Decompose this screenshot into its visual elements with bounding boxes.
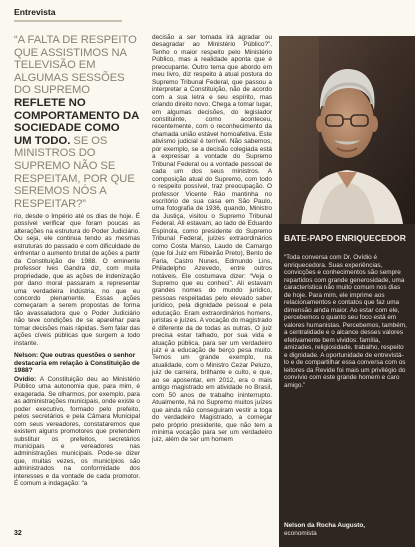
sidebar-box xyxy=(279,224,415,547)
section-tag: Entrevista xyxy=(14,7,56,17)
portrait-illustration xyxy=(279,36,415,224)
pull-quote-tail: SE OS MINISTROS DO SUPREMO NÃO SE RESPEITAM, POR QUE SEREMOS NÓS A RESPEITAR?” xyxy=(14,134,135,210)
page-number: 32 xyxy=(14,530,22,537)
left-paragraph: rio, desde o Império até os dias de hoje. É possível verificar que foram poucas as alterações na estrutura do Poder Judiciário. Ou seja, ele continua tendo as mesmas estruturas do passado e com dificuldade de enfrentar o aumento brutal de ações a partir da Constituição de 1988. O eminente professor Ives Gandra diz, com muita propriedade, que as ações de indenização por dano moral passaram a representar uma verdadeira indústria, no que eu concordo plenamente. Essas ações começaram a serem propostas de forma tão avassaladora que o Poder Judiciário não teve condições de se aparelhar para tomar decisões mais rápidas. Sem falar das ações cíveis públicas que surgem a todo instante. xyxy=(14,213,140,347)
middle-paragraph: decisão a ser tomada irá agradar ou desagradar ao Ministério Público?”. Tenho o maior respeito pelo Ministério Público, mas a realidade aponta que é preocupante. Outro tema que abordo em meu livro, diz respeito à atual postura do Supremo Tribunal Federal, que passou a interpretar a Constituição, não de acordo com a sua letra e seu espírito, mas criando direito novo. Chega a tomar lugar, em algumas decisões, do legislador constituinte, como aconteceu, recentemente, com o reconhecimento da chamada união estável homoafetiva. Este ativismo judicial é terrível. Não sabemos, por exemplo, se a decisão colegiada está a expressar a vontade do Supremo Tribunal Federal ou a vontade pessoal de cada um dos seus ministros. A composição atual do Supremo, com todo o respeito possível, traz preocupação. O professor Vicente Ráo mantinha no escritório de sua casa em São Paulo, uma fotografia de 1936, quando, Ministro da Justiça, visitou o Supremo Tribunal Federal. Ali estavam, ao lado de Eduardo Espínola, como presidente do Supremo Tribunal Federal, juízes extraordinários como Costa Manso, Laudo de Camargo (que foi Juiz em Ribeirão Preto), Bento de Faria, Castro Nunes, Edmundo Lins, Philadelpho Azevedo, entre outros notáveis. Ele costumava dizer: “Veja o Supremo que eu conheci”. Ali estavam grandes nomes do mundo jurídico, pessoas respeitadas pelo elevado saber jurídico, pela dignidade pessoal e pela educação. Eram extraordinários homens, juristas e juízes. A vocação do magistrado é diferente da de todas as outras. O juiz precisa estar talhado, por sua vida e atuação pública, para ser um verdadeiro juiz e a educação de berço pesa muito. Temos um grande exemplo, na atualidade, com o Ministro Cezar Peluzo, juiz de carreira, brilhante e culto, e que, ao se aposentar, em 2012, era o mais antigo magistrado em atividade no Brasil, com 50 anos de trabalho ininterrupto. Atualmente, há no Supremo muitos juízes que ainda não conseguiram vestir a toga do verdadeiro Magistrado, a começar pelo próprio presidente, que não tem a mínima vocação para ser um verdadeiro juiz, além de ser um homem xyxy=(152,34,272,444)
sidebar-author-role: economista xyxy=(284,529,317,537)
sidebar-signature xyxy=(284,522,408,537)
header-divider xyxy=(14,20,122,22)
pull-quote-lead: “A FALTA DE RESPEITO QUE ASSISTIMOS NA TELEVISÃO EM ALGUMAS SESSÕES DO SUPREMO xyxy=(14,34,137,97)
pull-quote-highlight: REFLETE NO COMPORTAMENTO DA SOCIEDADE COMO UM TODO. xyxy=(14,96,139,147)
sidebar-title: BATE-PAPO ENRIQUECEDOR xyxy=(284,233,406,243)
portrait-photo xyxy=(279,36,415,224)
sidebar-text: “Toda conversa com Dr. Ovídio é enriquecedora. Suas experiências, convicções e conhecimentos são sempre repartidos com grande generosidade, uma característica não muito comum nos dias de hoje. Para mim, ele imprime aos relacionamentos e contatos que faz uma dimensão ainda maior. Ao estar com ele, percebemos o quanto seu foco está em valores humanistas. Percebemos, também, a centralidade e o alcance desses valores efetivamente bem vividos: família, amizades, religiosidade, trabalho, respeito e dignidade. A oportunidade de entrevistá-lo e de compartilhar essa conversa com os leitores da Revide foi mais um privilégio do convívio com este grande homem e caro amigo.” xyxy=(284,254,407,389)
pull-quote xyxy=(14,34,140,210)
answer-speaker: Ovídio: xyxy=(14,375,37,383)
left-column xyxy=(14,213,140,488)
interview-question: Nelson: Que outras questões o senhor destacaria em relação à Constituição de 1988? xyxy=(14,352,140,375)
middle-column xyxy=(152,34,272,444)
answer-text: A Constituição deu ao Ministério Público uma autonomia que, para mim, é exagerada. Se olharmos, por exemplo, para as administrações municipais, onde existe o poder executivo, formado pelo prefeito, pelos secretários e pela Câmara Municipal com seus vereadores, constataremos que existem alguns promotores que pretendem substituir os prefeitos, secretários municipais e vereadores nas administrações municipais. Pode-se dizer que, muitas vezes, os municípios são administrados na conformidade dos interesses e da vontade de cada promotor. É comum a indagação: “a xyxy=(14,375,140,488)
interview-answer xyxy=(14,376,140,488)
sidebar-author: Nelson da Rocha Augusto, xyxy=(284,522,366,529)
